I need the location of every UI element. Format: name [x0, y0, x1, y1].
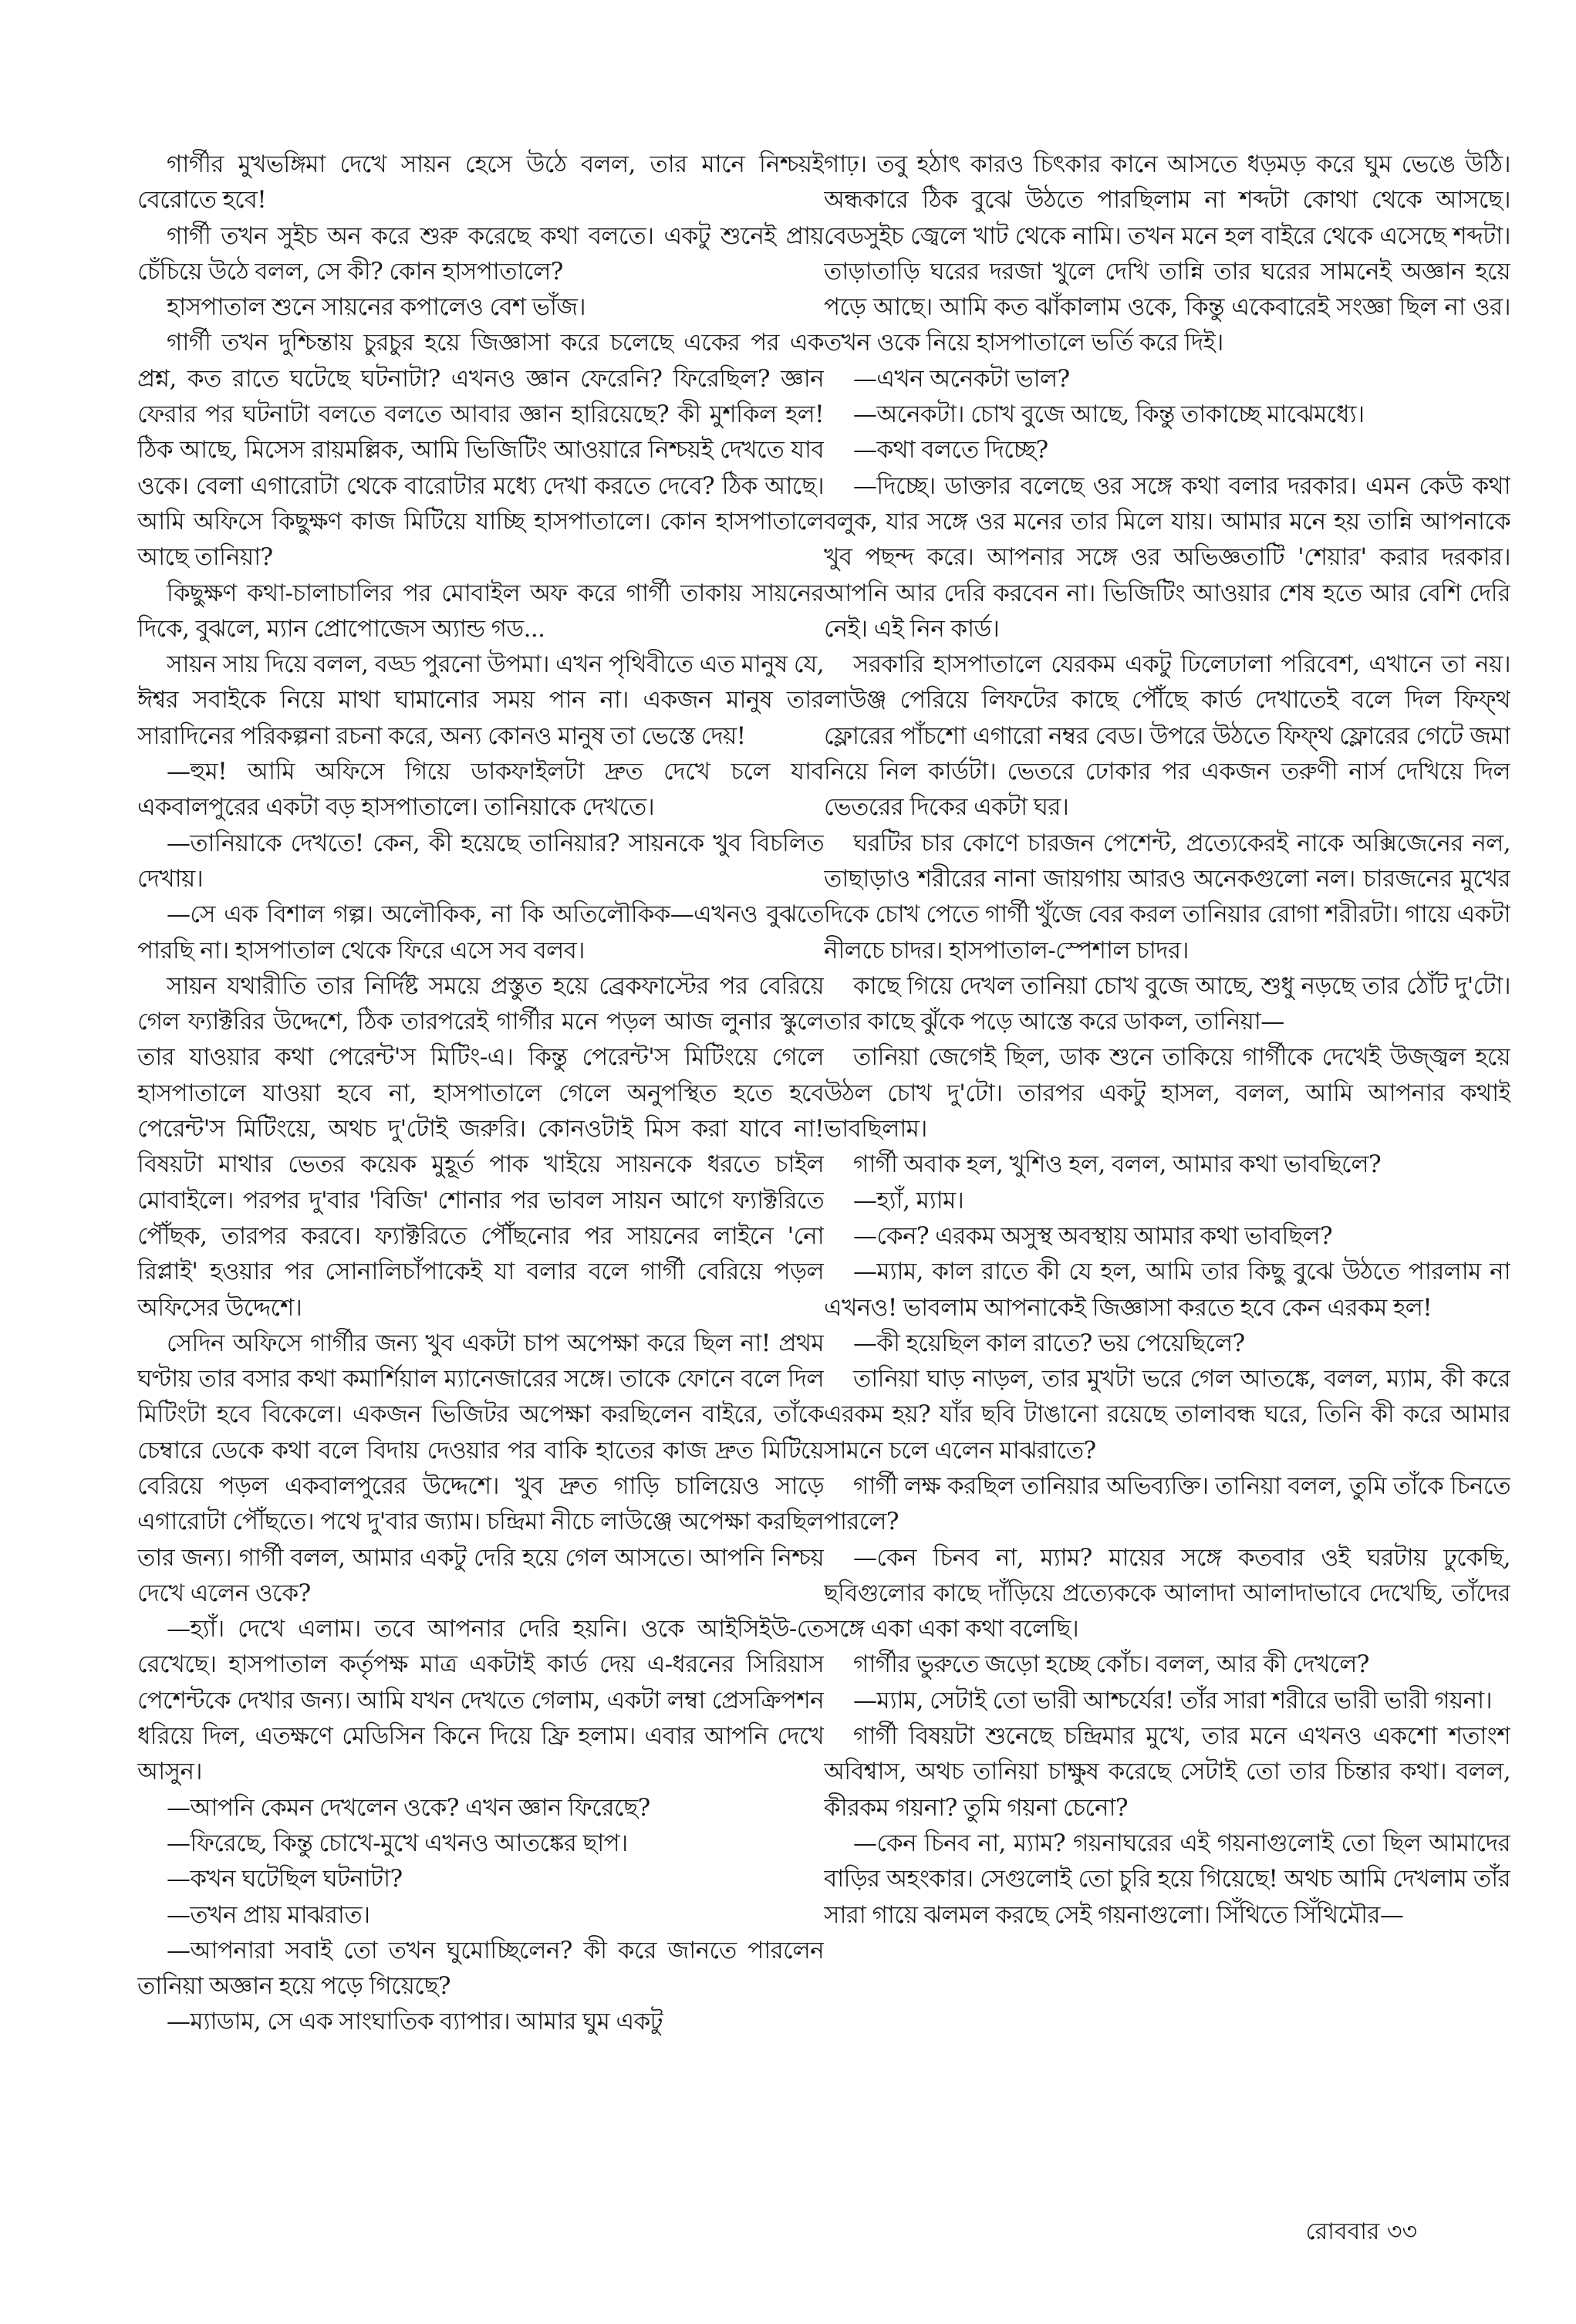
right-column [824, 147, 1510, 2245]
paragraph: সরকারি হাসপাতালে যেরকম একটু ঢিলেঢালা পরিবেশ, এখানে তা নয়। লাউঞ্জ পেরিয়ে লিফটের কাছে পৌঁছে কার্ড দেখাতেই বলে দিল ফিফ্থ ফ্লোরের পাঁচশো এগারো নম্বর বেড। উপরে উঠতে ফিফ্থ ফ্লোরের গেটে জমা নিয়ে নিল কার্ডটা। ভেতরে ঢোকার পর একজন তরুণী নার্স দেখিয়ে দিল ভেতরের দিকের একটা ঘর। [824, 650, 1510, 822]
paragraph: গার্গীর ভুরুতে জড়ো হচ্ছে কোঁচ। বলল, আর কী দেখলে? [853, 1650, 1369, 1679]
paragraph: সায়ন সায় দিয়ে বলল, বড্ড পুরনো উপমা। এখন পৃথিবীতে এত মানুষ যে, ঈশ্বর সবাইকে নিয়ে মাথা ঘামানোর সময় পান না। একজন মানুষ তার সারাদিনের পরিকল্পনা রচনা করে, অন্য কোনও মানুষ তা ভেস্তে দেয়! [137, 650, 824, 750]
paragraph: —আপনি কেমন দেখলেন ওকে? এখন জ্ঞান ফিরেছে? [167, 1793, 650, 1822]
paragraph: —কেন? এরকম অসুস্থ অবস্থায় আমার কথা ভাবছিল? [853, 1221, 1333, 1250]
paragraph: —হ্যাঁ। দেখে এলাম। তবে আপনার দেরি হয়নি। ওকে আইসিইউ-তে রেখেছে। হাসপাতাল কর্তৃপক্ষ মাত্র একটাই কার্ড দেয় এ-ধরনের সিরিয়াস পেশেন্টকে দেখার জন্য। আমি যখন দেখতে গেলাম, একটা লম্বা প্রেসক্রিপশন ধরিয়ে দিল, এতক্ষণে মেডিসিন কিনে দিয়ে ফ্রি হলাম। এবার আপনি দেখে আসুন। [137, 1615, 824, 1786]
paragraph-continuation: গাঢ়। তবু হঠাৎ কারও চিৎকার কানে আসতে ধড়মড় করে ঘুম ভেঙে উঠি। অন্ধকারে ঠিক বুঝে উঠতে পারছিলাম না শব্দটা কোথা থেকে আসছে। বেডসুইচ জ্বেলে খাট থেকে নামি। তখন মনে হল বাইরে থেকে এসেছে শব্দটা। তাড়াতাড়ি ঘরের দরজা খুলে দেখি তান্নি তার ঘরের সামনেই অজ্ঞান হয়ে পড়ে আছে। আমি কত ঝাঁকালাম ওকে, কিন্তু একেবারেই সংজ্ঞা ছিল না ওর। তখন ওকে নিয়ে হাসপাতালে ভর্তি করে দিই। [824, 150, 1510, 357]
paragraph: —কথা বলতে দিচ্ছে? [853, 436, 1048, 464]
paragraph: —ফিরেছে, কিন্তু চোখে-মুখে এখনও আতঙ্কের ছাপ। [167, 1829, 628, 1857]
paragraph: —দিচ্ছে। ডাক্তার বলেছে ওর সঙ্গে কথা বলার দরকার। এমন কেউ কথা বলুক, যার সঙ্গে ওর মনের তার মিলে যায়। আমার মনে হয় তান্নি আপনাকে খুব পছন্দ করে। আপনার সঙ্গে ওর অভিজ্ঞতাটি 'শেয়ার' করার দরকার। আপনি আর দেরি করবেন না। ভিজিটিং আওয়ার শেষ হতে আর বেশি দেরি নেই। এই নিন কার্ড। [824, 471, 1510, 643]
paragraph: —কেন চিনব না, ম্যাম? মায়ের সঙ্গে কতবার ওই ঘরটায় ঢুকেছি, ছবিগুলোর কাছে দাঁড়িয়ে প্রত্যেককে আলাদা আলাদাভাবে দেখেছি, তাঁদের সঙ্গে একা একা কথা বলেছি। [824, 1543, 1510, 1643]
paragraph: —কেন চিনব না, ম্যাম? গয়নাঘরের এই গয়নাগুলোই তো ছিল আমাদের বাড়ির অহংকার। সেগুলোই তো চুরি হয়ে গিয়েছে! অথচ আমি দেখলাম তাঁর সারা গায়ে ঝলমল করছে সেই গয়নাগুলো। সিঁথিতে সিঁথিমৌর— [824, 1829, 1510, 1929]
paragraph: —ম্যাম, কাল রাতে কী যে হল, আমি তার কিছু বুঝে উঠতে পারলাম না এখনও! ভাবলাম আপনাকেই জিজ্ঞাসা করতে হবে কেন এরকম হল! [824, 1258, 1510, 1322]
paragraph: —কখন ঘটেছিল ঘটনাটা? [167, 1865, 403, 1893]
paragraph: —তানিয়াকে দেখতে! কেন, কী হয়েছে তানিয়ার? সায়নকে খুব বিচলিত দেখায়। [137, 829, 824, 893]
paragraph: তানিয়া ঘাড় নাড়ল, তার মুখটা ভরে গেল আতঙ্কে, বলল, ম্যাম, কী করে এরকম হয়? যাঁর ছবি টাঙানো রয়েছে তালাবন্ধ ঘরে, তিনি কী করে আমার সামনে চলে এলেন মাঝরাতে? [824, 1365, 1510, 1464]
paragraph: কাছে গিয়ে দেখল তানিয়া চোখ বুজে আছে, শুধু নড়ছে তার ঠোঁট দু'টো। তার কাছে ঝুঁকে পড়ে আস্তে করে ডাকল, তানিয়া— [824, 971, 1510, 1036]
paragraph: —ম্যাম, সেটাই তো ভারী আশ্চর্যের! তাঁর সারা শরীরে ভারী ভারী গয়না। [853, 1686, 1493, 1714]
paragraph: —এখন অনেকটা ভাল? [853, 364, 1070, 393]
left-column [137, 147, 824, 2245]
paragraph: গার্গী অবাক হল, খুশিও হল, বলল, আমার কথা ভাবছিলে? [853, 1150, 1382, 1179]
paragraph: সেদিন অফিসে গার্গীর জন্য খুব একটা চাপ অপেক্ষা করে ছিল না! প্রথম ঘণ্টায় তার বসার কথা কমার্শিয়াল ম্যানেজারের সঙ্গে। তাকে ফোনে বলে দিল মিটিংটা হবে বিকেলে। একজন ভিজিটর অপেক্ষা করছিলেন বাইরে, তাঁকে চেম্বারে ডেকে কথা বলে বিদায় দেওয়ার পর বাকি হাতের কাজ দ্রুত মিটিয়ে বেরিয়ে পড়ল একবালপুরের উদ্দেশে। খুব দ্রুত গাড়ি চালিয়েও সাড়ে এগারোটা পৌঁছতে। পথে দু'বার জ্যাম। চন্দ্রিমা নীচে লাউঞ্জে অপেক্ষা করছিল তার জন্য। গার্গী বলল, আমার একটু দেরি হয়ে গেল আসতে। আপনি নিশ্চয় দেখে এলেন ওকে? [137, 1329, 824, 1607]
paragraph: হাসপাতাল শুনে সায়নের কপালেও বেশ ভাঁজ। [167, 293, 586, 322]
paragraph: গার্গী তখন দুশ্চিন্তায় চুরচুর হয়ে জিজ্ঞাসা করে চলেছে একের পর এক প্রশ্ন, কত রাতে ঘটেছে ঘটনাটা? এখনও জ্ঞান ফেরেনি? ফিরেছিল? জ্ঞান ফেরার পর ঘটনাটা বলতে বলতে আবার জ্ঞান হারিয়েছে? কী মুশকিল হল! ঠিক আছে, মিসেস রায়মল্লিক, আমি ভিজিটিং আওয়ারে নিশ্চয়ই দেখতে যাব ওকে। বেলা এগারোটা থেকে বারোটার মধ্যে দেখা করতে দেবে? ঠিক আছে। আমি অফিসে কিছুক্ষণ কাজ মিটিয়ে যাচ্ছি হাসপাতালে। কোন হাসপাতালে আছে তানিয়া? [137, 329, 824, 572]
paragraph: —অনেকটা। চোখ বুজে আছে, কিন্তু তাকাচ্ছে মাঝেমধ্যে। [853, 400, 1365, 429]
paragraph: —হুম! আমি অফিসে গিয়ে ডাকফাইলটা দ্রুত দেখে চলে যাব একবালপুরের একটা বড় হাসপাতালে। তানিয়াকে দেখতে। [137, 758, 824, 822]
paragraph: সায়ন যথারীতি তার নির্দিষ্ট সময়ে প্রস্তুত হয়ে ব্রেকফাস্টের পর বেরিয়ে গেল ফ্যাক্টরির উদ্দেশে, ঠিক তারপরেই গার্গীর মনে পড়ল আজ লুনার স্কুলে তার যাওয়ার কথা পেরেন্ট'স মিটিং-এ। কিন্তু পেরেন্ট'স মিটিংয়ে গেলে হাসপাতালে যাওয়া হবে না, হাসপাতালে গেলে অনুপস্থিত হতে হবে পেরেন্ট'স মিটিংয়ে, অথচ দু'টোই জরুরি। কোনওটাই মিস করা যাবে না! বিষয়টা মাথার ভেতর কয়েক মুহূর্ত পাক খাইয়ে সায়নকে ধরতে চাইল মোবাইলে। পরপর দু'বার 'বিজি' শোনার পর ভাবল সায়ন আগে ফ্যাক্টরিতে পৌঁছক, তারপর করবে। ফ্যাক্টরিতে পৌঁছনোর পর সায়নের লাইনে 'নো রিপ্লাই' হওয়ার পর সোনালিচাঁপাকেই যা বলার বলে গার্গী বেরিয়ে পড়ল অফিসের উদ্দেশে। [137, 971, 824, 1322]
paragraph: —ম্যাডাম, সে এক সাংঘাতিক ব্যাপার। আমার ঘুম একটু [167, 2008, 663, 2036]
paragraph: —হ্যাঁ, ম্যাম। [853, 1186, 964, 1214]
paragraph: —সে এক বিশাল গল্প। অলৌকিক, না কি অতিলৌকিক—এখনও বুঝতে পারছি না। হাসপাতাল থেকে ফিরে এসে সব বলব। [137, 900, 824, 964]
paragraph: কিছুক্ষণ কথা-চালাচালির পর মোবাইল অফ করে গার্গী তাকায় সায়নের দিকে, বুঝলে, ম্যান প্রোপোজেস অ্যান্ড গড... [137, 579, 824, 643]
paragraph: —কী হয়েছিল কাল রাতে? ভয় পেয়েছিলে? [853, 1329, 1245, 1357]
page-footer: রোববার ৩৩ [1305, 2218, 1417, 2245]
paragraph: তানিয়া জেগেই ছিল, ডাক শুনে তাকিয়ে গার্গীকে দেখেই উজ্জ্বল হয়ে উঠল চোখ দু'টো। তারপর একটু হাসল, বলল, আমি আপনার কথাই ভাবছিলাম। [824, 1043, 1510, 1143]
paragraph: —আপনারা সবাই তো তখন ঘুমোচ্ছিলেন? কী করে জানতে পারলেন তানিয়া অজ্ঞান হয়ে পড়ে গিয়েছে? [137, 1936, 824, 2001]
paragraph: —তখন প্রায় মাঝরাত। [167, 1900, 370, 1929]
paragraph: গার্গী বিষয়টা শুনেছে চন্দ্রিমার মুখে, তার মনে এখনও একশো শতাংশ অবিশ্বাস, অথচ তানিয়া চাক্ষুষ করেছে সেটাই তো তার চিন্তার কথা। বলল, কীরকম গয়না? তুমি গয়না চেনো? [824, 1722, 1510, 1822]
paragraph: গার্গীর মুখভঙ্গিমা দেখে সায়ন হেসে উঠে বলল, তার মানে নিশ্চয়ই বেরোতে হবে! [137, 150, 824, 214]
paragraph: ঘরটির চার কোণে চারজন পেশেন্ট, প্রত্যেকেরই নাকে অক্সিজেনের নল, তাছাড়াও শরীরের নানা জায়গায় আরও অনেকগুলো নল। চারজনের মুখের দিকে চোখ পেতে গার্গী খুঁজে বের করল তানিয়ার রোগা শরীরটা। গায়ে একটা নীলচে চাদর। হাসপাতাল-স্পেশাল চাদর। [824, 829, 1510, 964]
paragraph: গার্গী লক্ষ করছিল তানিয়ার অভিব্যক্তি। তানিয়া বলল, তুমি তাঁকে চিনতে পারলে? [824, 1471, 1510, 1536]
paragraph: গার্গী তখন সুইচ অন করে শুরু করেছে কথা বলতে। একটু শুনেই প্রায় চেঁচিয়ে উঠে বলল, সে কী? কোন হাসপাতালে? [137, 221, 824, 285]
